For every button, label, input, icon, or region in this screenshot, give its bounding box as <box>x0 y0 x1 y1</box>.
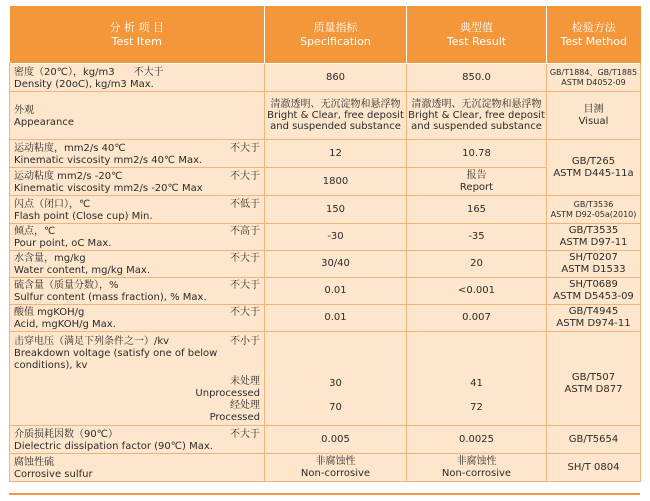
spec-flash: 150 <box>265 196 407 224</box>
table-bottom-rule <box>9 493 640 495</box>
spec-corrosive: 非腐蚀性 Non-corrosive <box>265 454 407 482</box>
method-water: SH/T0207 ASTM D1533 <box>547 251 641 278</box>
method-dissipation: GB/T5654 <box>547 426 641 454</box>
method-viscosity: GB/T265 ASTM D445-11a <box>547 140 641 196</box>
result-sulfur: <0.001 <box>407 278 547 305</box>
header-test-result: 典型值 Test Result <box>407 6 547 64</box>
table-row <box>10 224 641 251</box>
spec-breakdown: 30 70 <box>265 332 407 426</box>
item-flash: 闪点（闭口），℃ 不低于 Flash point (Close cup) Min. <box>10 196 265 224</box>
item-visc40: 运动粘度，mm2/s 40℃ 不大于 Kinematic viscosity mm2/s 40℃ Max. <box>10 140 265 168</box>
spec-sulfur: 0.01 <box>265 278 407 305</box>
method-pour: GB/T3535 ASTM D97-11 <box>547 224 641 251</box>
method-appearance: 目测 Visual <box>547 92 641 140</box>
item-water: 水含量，mg/kg 不大于 Water content, mg/kg Max. <box>10 251 265 278</box>
table-row <box>10 305 641 332</box>
result-pour: -35 <box>407 224 547 251</box>
method-flash: GB/T3536 ASTM D92-05a(2010) <box>547 196 641 224</box>
item-corrosive: 腐蚀性硫 Corrosive sulfur <box>10 454 265 482</box>
item-acid: 酸值 mgKOH/g 不大于 Acid, mgKOH/g Max. <box>10 305 265 332</box>
result-dissipation: 0.0025 <box>407 426 547 454</box>
item-sulfur: 硫含量（质量分数），% 不大于 Sulfur content (mass fraction), % Max. <box>10 278 265 305</box>
method-corrosive: SH/T 0804 <box>547 454 641 482</box>
table-row <box>10 196 641 224</box>
item-breakdown: 击穿电压（满足下列条件之一）/kv 不小于 Breakdown voltage (satisfy one of below conditions), kv 未处理 Unprocessed 经处理 Processed <box>10 332 265 426</box>
item-pour: 倾点，℃ 不高于 Pour point, oC Max. <box>10 224 265 251</box>
header-specification: 质量指标 Specification <box>265 6 407 64</box>
result-flash: 165 <box>407 196 547 224</box>
table-row <box>10 332 641 426</box>
spec-visc-m20: 1800 <box>265 168 407 196</box>
result-corrosive: 非腐蚀性 Non-corrosive <box>407 454 547 482</box>
spec-table-container <box>9 6 640 482</box>
item-visc-m20: 运动粘度 mm2/s -20℃ 不大于 Kinematic viscosity mm2/s -20℃ Max <box>10 168 265 196</box>
table-row <box>10 251 641 278</box>
spec-table <box>9 6 641 482</box>
header-row <box>10 6 641 64</box>
spec-density: 860 <box>265 64 407 92</box>
method-density: GB/T1884、GB/T1885 ASTM D4052-09 <box>547 64 641 92</box>
spec-acid: 0.01 <box>265 305 407 332</box>
result-appearance: 清澈透明、无沉淀物和悬浮物 Bright & Clear, free deposit and suspended substance <box>407 92 547 140</box>
result-water: 20 <box>407 251 547 278</box>
table-row <box>10 140 641 168</box>
table-row <box>10 278 641 305</box>
header-test-item: 分 析 项 目 Test Item <box>10 6 265 64</box>
result-density: 850.0 <box>407 64 547 92</box>
table-row <box>10 454 641 482</box>
item-density: 密度（20℃），kg/m3 不大于 Density (20oC), kg/m3 Max. <box>10 64 265 92</box>
method-sulfur: SH/T0689 ASTM D5453-09 <box>547 278 641 305</box>
spec-appearance: 清澈透明、无沉淀物和悬浮物 Bright & Clear, free deposit and suspended substance <box>265 92 407 140</box>
table-row <box>10 426 641 454</box>
result-breakdown: 41 72 <box>407 332 547 426</box>
spec-visc40: 12 <box>265 140 407 168</box>
spec-water: 30/40 <box>265 251 407 278</box>
item-dissipation: 介质损耗因数（90℃） 不大于 Dielectric dissipation factor (90℃) Max. <box>10 426 265 454</box>
item-appearance: 外观 Appearance <box>10 92 265 140</box>
method-acid: GB/T4945 ASTM D974-11 <box>547 305 641 332</box>
table-row <box>10 168 641 196</box>
method-breakdown: GB/T507 ASTM D877 <box>547 332 641 426</box>
table-row <box>10 64 641 92</box>
spec-pour: -30 <box>265 224 407 251</box>
result-visc40: 10.78 <box>407 140 547 168</box>
header-test-method: 检验方法 Test Method <box>547 6 641 64</box>
result-acid: 0.007 <box>407 305 547 332</box>
result-visc-m20: 报告 Report <box>407 168 547 196</box>
table-row <box>10 92 641 140</box>
spec-dissipation: 0.005 <box>265 426 407 454</box>
